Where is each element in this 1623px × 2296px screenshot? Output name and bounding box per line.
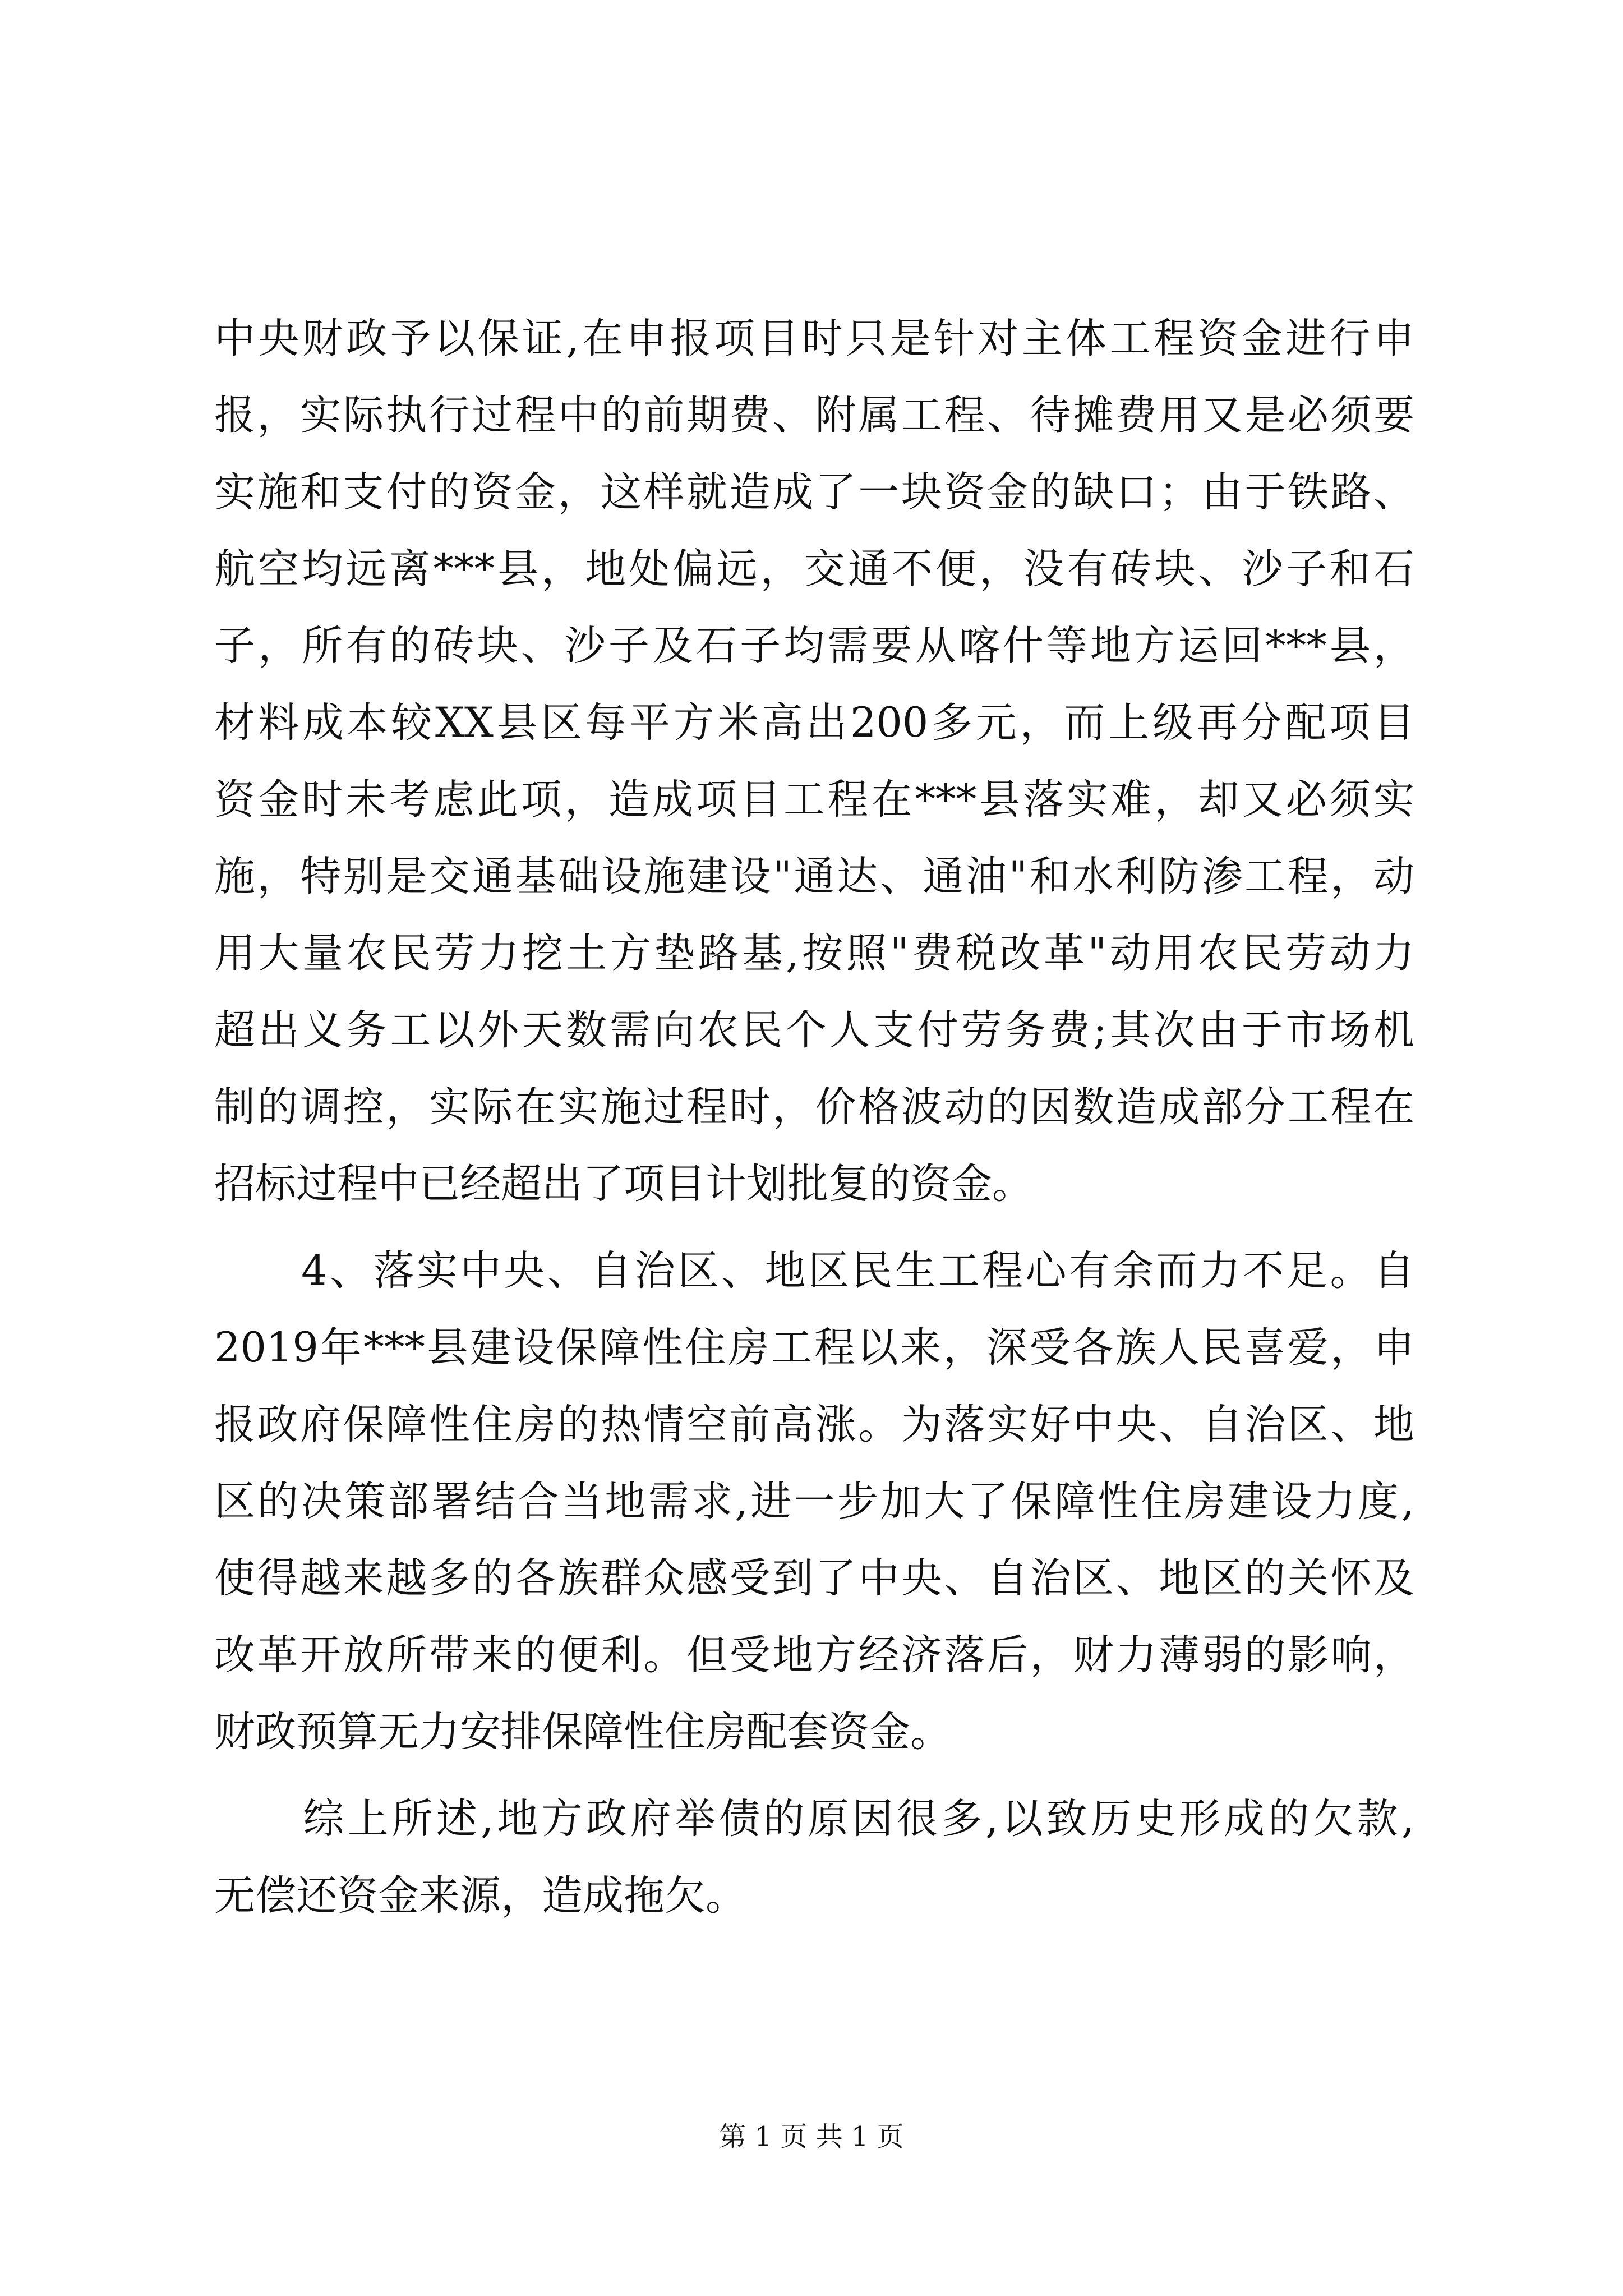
text-line: 实施和支付的资金，这样就造成了一块资金的缺口；由于铁路、 bbox=[214, 468, 1414, 516]
text-line: 用大量农民劳力挖土方垫路基,按照"费税改革"动用农民劳动力 bbox=[214, 930, 1414, 977]
paragraph-gap bbox=[214, 1222, 1414, 1232]
text-line: 航空均远离***县，地处偏远，交通不便，没有砖块、沙子和石 bbox=[214, 545, 1414, 593]
text-line: 材料成本较XX县区每平方米高出200多元，而上级再分配项目 bbox=[214, 699, 1414, 747]
text-line: 改革开放所带来的便利。但受地方经济落后，财力薄弱的影响， bbox=[214, 1631, 1414, 1679]
text-line: 报政府保障性住房的热情空前高涨。为落实好中央、自治区、地 bbox=[214, 1401, 1414, 1448]
document-body bbox=[214, 300, 1414, 1934]
text-line: 施，特别是交通基础设施建设"通达、通油"和水利防渗工程，动 bbox=[214, 853, 1414, 900]
text-line: 招标过程中已经超出了项目计划批复的资金。 bbox=[214, 1160, 1033, 1208]
text-line: 区的决策部署结合当地需求,进一步加大了保障性住房建设力度, bbox=[214, 1478, 1414, 1525]
text-line: 超出义务工以外天数需向农民个人支付劳务费;其次由于市场机 bbox=[214, 1006, 1414, 1054]
page-number-footer: 第 1 页 共 1 页 bbox=[719, 2121, 904, 2152]
text-line: 子，所有的砖块、沙子及石子均需要从喀什等地方运回***县， bbox=[214, 622, 1414, 670]
text-line: 4、落实中央、自治区、地区民生工程心有余而力不足。自 bbox=[214, 1247, 1414, 1295]
text-line: 使得越来越多的各族群众感受到了中央、自治区、地区的关怀及 bbox=[214, 1554, 1414, 1602]
text-line: 资金时未考虑此项，造成项目工程在***县落实难，却又必须实 bbox=[214, 776, 1414, 823]
text-line: 财政预算无力安排保障性住房配套资金。 bbox=[214, 1708, 951, 1756]
text-line: 中央财政予以保证,在申报项目时只是针对主体工程资金进行申 bbox=[214, 315, 1414, 362]
text-line: 制的调控，实际在实施过程时，价格波动的因数造成部分工程在 bbox=[214, 1083, 1414, 1131]
paragraph-gap bbox=[214, 1770, 1414, 1780]
text-line: 2019年***县建设保障性住房工程以来，深受各族人民喜爱，申 bbox=[214, 1324, 1414, 1372]
text-line: 无偿还资金来源，造成拖欠。 bbox=[214, 1872, 746, 1920]
text-line: 综上所述,地方政府举债的原因很多,以致历史形成的欠款, bbox=[214, 1795, 1414, 1843]
text-line: 报，实际执行过程中的前期费、附属工程、待摊费用又是必须要 bbox=[214, 392, 1414, 439]
